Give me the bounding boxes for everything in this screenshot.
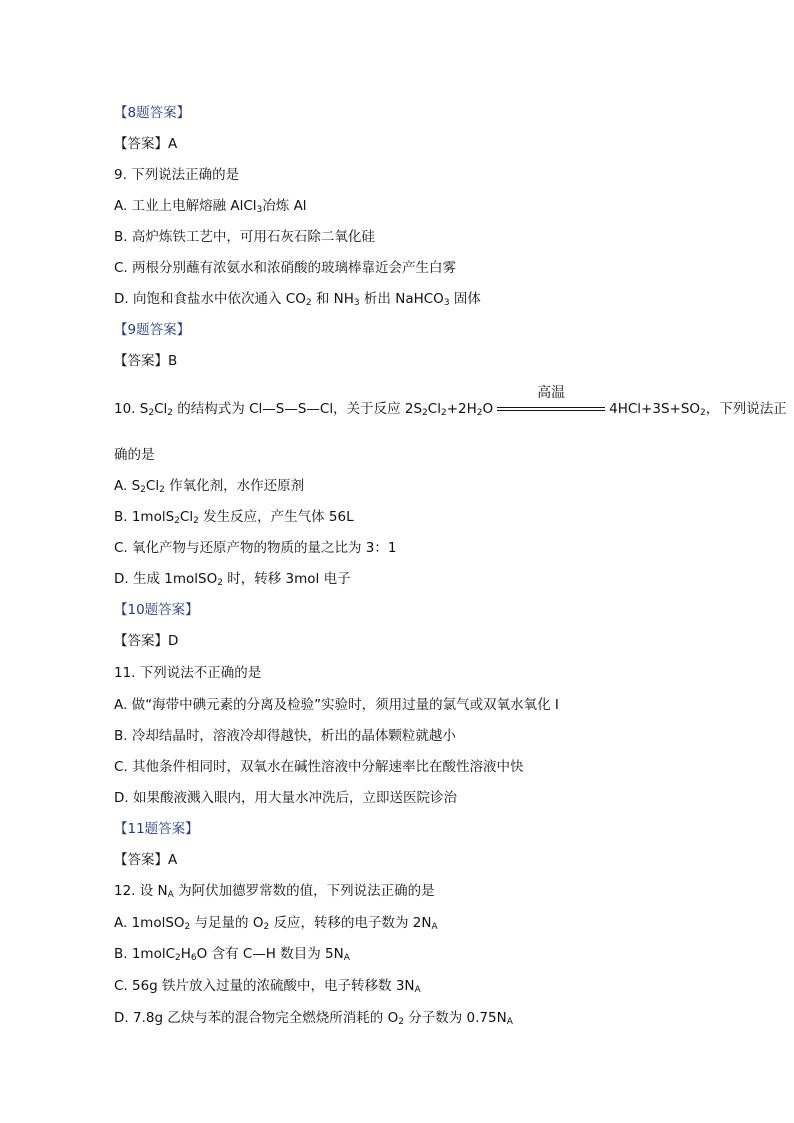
q12-option-b: B. $1molC_2H_6O$ 含有 C—H 数目为 $5N_A$ (114, 946, 350, 963)
q11-option-c: C. 其他条件相同时，双氧水在碱性溶液中分解速率比在酸性溶液中快 (114, 759, 524, 775)
q12-option-a: A. 1molSO$_2$ 与足量的 $O_2$ 反应，转移的电子数为 $2N_A$ (114, 915, 438, 932)
reaction-arrow (497, 385, 605, 418)
q10-option-b: B. $1molS_2Cl_2$ 发生反应，产生气体 56L (114, 509, 354, 526)
q11-option-a: A. 做“海带中碘元素的分离及检验”实验时，须用过量的氯气或双氧水氧化 I (114, 697, 559, 713)
q9-option-d: D. 向饱和食盐水中依次通入 $CO_2$ 和 $NH_3$ 析出 NaHCO$_3$ 固体 (114, 291, 481, 308)
q9-answer-header: 【9题答案】 (114, 322, 191, 338)
q10-option-d: D. 生成 1molSO$_2$ 时，转移 3mol 电子 (114, 571, 351, 588)
q9-option-a: A. 工业上电解熔融 AlCl$_3$冶炼 Al (114, 198, 307, 215)
q12-stem: 12. 设 $N_A$ 为阿伏加德罗常数的值，下列说法正确的是 (114, 883, 435, 900)
q11-stem: 11. 下列说法不正确的是 (114, 665, 262, 681)
q9-option-c: C. 两根分别蘸有浓氨水和浓硝酸的玻璃棒靠近会产生白雾 (114, 260, 457, 276)
q9-option-b: B. 高炉炼铁工艺中，可用石灰石除二氧化硅 (114, 229, 375, 245)
q11-answer: 【答案】A (114, 852, 178, 868)
q10-stem-continued: 确的是 (114, 447, 155, 463)
reaction-condition: 高温 (537, 385, 566, 401)
q9-stem: 9. 下列说法正确的是 (114, 167, 240, 183)
q10-answer-header: 【10题答案】 (114, 602, 199, 618)
q11-option-b: B. 冷却结晶时，溶液冷却得越快，析出的晶体颗粒就越小 (114, 728, 456, 744)
q10-option-a: A. $S_2Cl_2$ 作氧化剂，水作还原剂 (114, 478, 305, 495)
q11-answer-header: 【11题答案】 (114, 821, 199, 837)
q11-option-d: D. 如果酸液溅入眼内，用大量水冲洗后，立即送医院诊治 (114, 790, 457, 806)
q8-answer-header: 【8题答案】 (114, 105, 191, 121)
q10-answer: 【答案】D (114, 633, 179, 649)
q12-option-c: C. 56g 铁片放入过量的浓硫酸中，电子转移数 $3N_A$ (114, 978, 421, 995)
q9-answer: 【答案】B (114, 353, 178, 369)
q10-option-c: C. 氧化产物与还原产物的物质的量之比为 3：1 (114, 540, 397, 556)
q12-option-d: D. 7.8g 乙炔与苯的混合物完全燃烧所消耗的 $O_2$ 分子数为 $0.75N_A$ (114, 1010, 513, 1027)
q10-stem: 10. $S_2Cl_2$ 的结构式为 Cl—S—S—Cl，关于反应 $2S_2Cl_2+2H_2O$ 高温 $4HCl+3S+SO_2$，下列说法正 (114, 385, 787, 418)
q8-answer: 【答案】A (114, 136, 178, 152)
